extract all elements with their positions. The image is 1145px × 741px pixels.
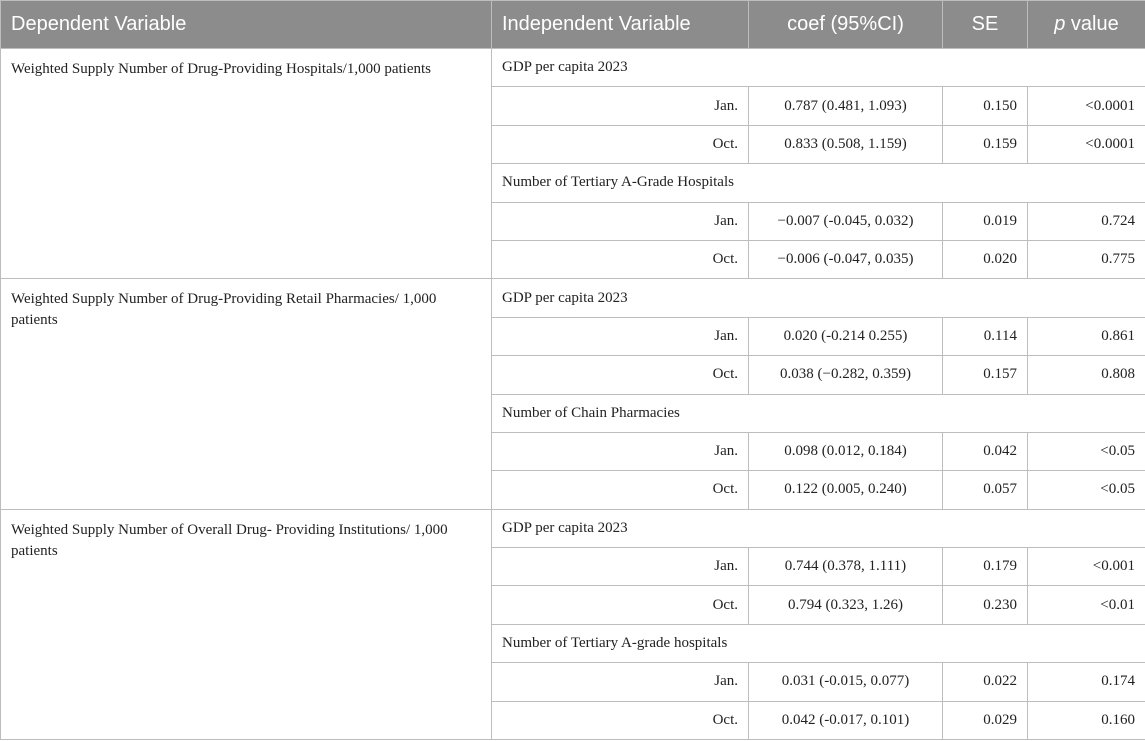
coef-cell: 0.122 (0.005, 0.240) — [749, 471, 943, 509]
table-row — [1, 49, 1145, 87]
month-cell: Jan. — [492, 432, 749, 470]
se-cell: 0.020 — [943, 240, 1028, 278]
se-cell: 0.022 — [943, 663, 1028, 701]
se-cell: 0.057 — [943, 471, 1028, 509]
independent-variable-cell: Number of Tertiary A-grade hospitals — [492, 624, 1145, 662]
se-cell: 0.150 — [943, 87, 1028, 125]
p-value-cell: 0.160 — [1028, 701, 1145, 739]
month-cell: Oct. — [492, 125, 749, 163]
month-cell: Oct. — [492, 586, 749, 624]
header-p-rest: value — [1065, 13, 1119, 35]
p-value-cell: <0.001 — [1028, 548, 1145, 586]
p-value-cell: 0.174 — [1028, 663, 1145, 701]
coef-cell: 0.098 (0.012, 0.184) — [749, 432, 943, 470]
coef-cell: 0.031 (-0.015, 0.077) — [749, 663, 943, 701]
se-cell: 0.230 — [943, 586, 1028, 624]
coef-cell: −0.006 (-0.047, 0.035) — [749, 240, 943, 278]
dependent-variable-cell: Weighted Supply Number of Overall Drug- Providing Institutions/ 1,000 patients — [1, 509, 492, 739]
p-value-cell: <0.0001 — [1028, 125, 1145, 163]
se-cell: 0.159 — [943, 125, 1028, 163]
independent-variable-cell: GDP per capita 2023 — [492, 279, 1145, 317]
se-cell: 0.157 — [943, 356, 1028, 394]
p-value-cell: 0.775 — [1028, 240, 1145, 278]
independent-variable-cell: GDP per capita 2023 — [492, 49, 1145, 87]
coef-cell: 0.787 (0.481, 1.093) — [749, 87, 943, 125]
month-cell: Jan. — [492, 202, 749, 240]
se-cell: 0.042 — [943, 432, 1028, 470]
coef-cell: 0.794 (0.323, 1.26) — [749, 586, 943, 624]
coef-cell: 0.833 (0.508, 1.159) — [749, 125, 943, 163]
p-value-cell: <0.0001 — [1028, 87, 1145, 125]
coef-cell: 0.042 (-0.017, 0.101) — [749, 701, 943, 739]
header-p-value — [1028, 1, 1145, 49]
p-value-cell: <0.01 — [1028, 586, 1145, 624]
independent-variable-cell: Number of Tertiary A-Grade Hospitals — [492, 164, 1145, 202]
coef-cell: 0.038 (−0.282, 0.359) — [749, 356, 943, 394]
coef-cell: 0.020 (-0.214 0.255) — [749, 317, 943, 355]
month-cell: Jan. — [492, 548, 749, 586]
month-cell: Jan. — [492, 87, 749, 125]
p-value-cell: <0.05 — [1028, 471, 1145, 509]
header-dependent: Dependent Variable — [1, 1, 492, 49]
month-cell: Oct. — [492, 471, 749, 509]
month-cell: Oct. — [492, 356, 749, 394]
se-cell: 0.179 — [943, 548, 1028, 586]
coef-cell: 0.744 (0.378, 1.111) — [749, 548, 943, 586]
header-independent: Independent Variable — [492, 1, 749, 49]
independent-variable-cell: GDP per capita 2023 — [492, 509, 1145, 547]
header-p-italic: p — [1054, 13, 1066, 35]
p-value-cell: <0.05 — [1028, 432, 1145, 470]
month-cell: Jan. — [492, 663, 749, 701]
dependent-variable-cell: Weighted Supply Number of Drug-Providing Retail Pharmacies/ 1,000 patients — [1, 279, 492, 509]
se-cell: 0.019 — [943, 202, 1028, 240]
month-cell: Oct. — [492, 701, 749, 739]
dependent-variable-cell: Weighted Supply Number of Drug-Providing Hospitals/1,000 patients — [1, 49, 492, 279]
independent-variable-cell: Number of Chain Pharmacies — [492, 394, 1145, 432]
header-coef: coef (95%CI) — [749, 1, 943, 49]
month-cell: Oct. — [492, 240, 749, 278]
month-cell: Jan. — [492, 317, 749, 355]
header-row — [1, 1, 1145, 49]
p-value-cell: 0.861 — [1028, 317, 1145, 355]
table-row — [1, 509, 1145, 547]
table-row — [1, 279, 1145, 317]
se-cell: 0.029 — [943, 701, 1028, 739]
header-se: SE — [943, 1, 1028, 49]
p-value-cell: 0.808 — [1028, 356, 1145, 394]
se-cell: 0.114 — [943, 317, 1028, 355]
p-value-cell: 0.724 — [1028, 202, 1145, 240]
coef-cell: −0.007 (-0.045, 0.032) — [749, 202, 943, 240]
